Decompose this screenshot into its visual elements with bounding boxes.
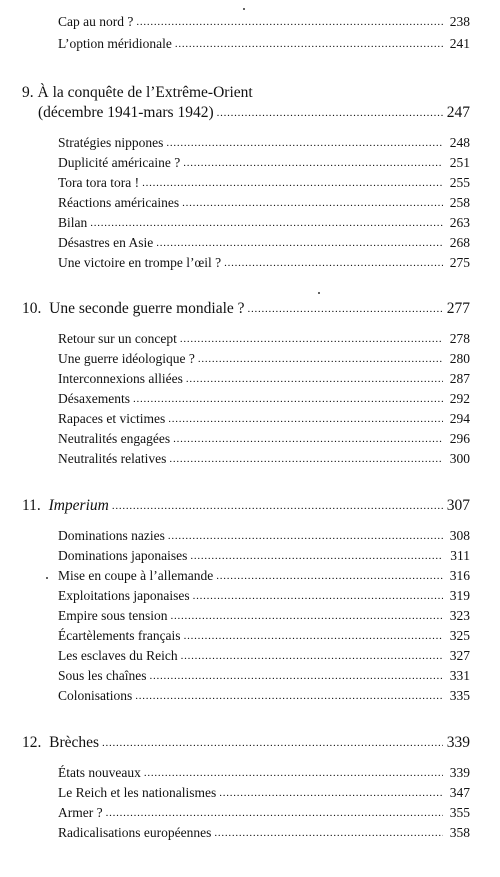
leader-dots bbox=[133, 390, 443, 406]
entry-title: Écartèlements français bbox=[58, 628, 181, 643]
entry-title: Tora tora tora ! bbox=[58, 175, 140, 190]
leader-dots bbox=[169, 450, 443, 466]
entry-page: 248 bbox=[449, 135, 470, 150]
entry-page: 325 bbox=[449, 628, 470, 643]
chapter-9-heading-line2 bbox=[38, 104, 470, 122]
toc-entry bbox=[58, 391, 470, 407]
entry-page: 294 bbox=[449, 411, 470, 426]
toc-entry bbox=[58, 785, 470, 801]
toc-entry bbox=[58, 528, 470, 544]
entry-title: Retour sur un concept bbox=[58, 331, 177, 346]
toc-entry bbox=[58, 825, 470, 841]
leader-dots bbox=[224, 254, 443, 270]
entry-title: Sous les chaînes bbox=[58, 668, 147, 683]
chapter-title-text: Imperium bbox=[48, 497, 109, 514]
toc-entry bbox=[58, 155, 470, 171]
toc-entry bbox=[58, 351, 470, 367]
entry-title: Radicalisations européennes bbox=[58, 825, 212, 840]
toc-entry bbox=[58, 255, 470, 271]
chapter-9-heading-line1 bbox=[22, 84, 253, 102]
entry-title: Mise en coupe à l’allemande bbox=[58, 568, 214, 583]
leader-dots bbox=[217, 103, 443, 121]
entry-page: 268 bbox=[449, 235, 470, 250]
toc-entry bbox=[58, 548, 470, 564]
leader-dots bbox=[214, 824, 443, 840]
chapter-title-text: Brèches bbox=[49, 734, 100, 751]
chapter-page: 307 bbox=[446, 497, 470, 514]
leader-dots bbox=[90, 214, 443, 230]
toc-entry bbox=[58, 765, 470, 781]
entry-title: Rapaces et victimes bbox=[58, 411, 166, 426]
entry-title: Les esclaves du Reich bbox=[58, 648, 178, 663]
chapter-10-heading bbox=[22, 300, 470, 318]
toc-entry bbox=[58, 608, 470, 624]
entry-page: 251 bbox=[449, 155, 470, 170]
entry-page: 316 bbox=[449, 568, 470, 583]
toc-entry bbox=[58, 14, 470, 30]
entry-title: Réactions américaines bbox=[58, 195, 180, 210]
leader-dots bbox=[181, 647, 443, 663]
entry-title: États nouveaux bbox=[58, 765, 141, 780]
leader-dots bbox=[112, 496, 443, 514]
toc-entry bbox=[58, 175, 470, 191]
leader-dots bbox=[180, 330, 443, 346]
entry-page: 339 bbox=[449, 765, 470, 780]
entry-page: 263 bbox=[449, 215, 470, 230]
entry-title: Désaxements bbox=[58, 391, 130, 406]
leader-dots bbox=[175, 35, 443, 51]
leader-dots bbox=[156, 234, 443, 250]
chapter-title bbox=[22, 300, 245, 318]
entry-title: Stratégies nippones bbox=[58, 135, 164, 150]
chapter-11-heading bbox=[22, 497, 470, 515]
chapter-title bbox=[22, 497, 109, 515]
chapter-title-line2: (décembre 1941-mars 1942) bbox=[38, 104, 214, 121]
leader-dots bbox=[150, 667, 444, 683]
toc-entry bbox=[58, 411, 470, 427]
entry-page: 308 bbox=[449, 528, 470, 543]
entry-title: Duplicité américaine ? bbox=[58, 155, 181, 170]
entry-page: 335 bbox=[449, 688, 470, 703]
entry-title: Colonisations bbox=[58, 688, 133, 703]
toc-entry bbox=[58, 805, 470, 821]
leader-dots bbox=[168, 410, 443, 426]
entry-title: Empire sous tension bbox=[58, 608, 168, 623]
entry-title: Cap au nord ? bbox=[58, 14, 134, 29]
entry-page: 327 bbox=[449, 648, 470, 663]
toc-entry bbox=[58, 668, 470, 684]
leader-dots bbox=[182, 194, 443, 210]
entry-title: Exploitations japonaises bbox=[58, 588, 190, 603]
entry-page: 296 bbox=[449, 431, 470, 446]
leader-dots bbox=[142, 174, 443, 190]
leader-dots bbox=[102, 733, 443, 751]
leader-dots bbox=[183, 154, 443, 170]
toc-entry bbox=[58, 371, 470, 387]
entry-page: 347 bbox=[449, 785, 470, 800]
leader-dots bbox=[216, 567, 443, 583]
chapter-page: 339 bbox=[446, 734, 470, 751]
toc-entry bbox=[58, 135, 470, 151]
entry-title: Le Reich et les nationalismes bbox=[58, 785, 217, 800]
entry-page: 241 bbox=[449, 36, 470, 51]
entry-page: 278 bbox=[449, 331, 470, 346]
toc-entry bbox=[58, 36, 470, 52]
entry-page: 331 bbox=[449, 668, 470, 683]
entry-title: Neutralités engagées bbox=[58, 431, 171, 446]
toc-entry bbox=[58, 431, 470, 447]
leader-dots bbox=[135, 687, 443, 703]
chapter-number: 9. bbox=[22, 84, 34, 101]
entry-page: 280 bbox=[449, 351, 470, 366]
toc-entry bbox=[58, 215, 470, 231]
entry-page: 323 bbox=[449, 608, 470, 623]
chapter-number: 11. bbox=[22, 497, 41, 514]
leader-dots bbox=[136, 13, 443, 29]
chapter-page: 247 bbox=[446, 104, 470, 121]
toc-entry bbox=[58, 451, 470, 467]
entry-page: 258 bbox=[449, 195, 470, 210]
entry-page: 358 bbox=[449, 825, 470, 840]
entry-title: Une guerre idéologique ? bbox=[58, 351, 195, 366]
leader-dots bbox=[198, 350, 443, 366]
entry-page: 300 bbox=[449, 451, 470, 466]
toc-entry bbox=[58, 568, 470, 584]
toc-entry bbox=[58, 688, 470, 704]
leader-dots bbox=[171, 607, 444, 623]
toc-entry bbox=[58, 235, 470, 251]
entry-page: 275 bbox=[449, 255, 470, 270]
chapter-number: 10. bbox=[22, 300, 42, 317]
entry-title: Désastres en Asie bbox=[58, 235, 154, 250]
leader-dots bbox=[173, 430, 443, 446]
chapter-title-text: Une seconde guerre mondiale ? bbox=[49, 300, 245, 317]
toc-entry bbox=[58, 588, 470, 604]
chapter-title-line1: À la conquête de l’Extrême-Orient bbox=[37, 84, 253, 101]
entry-page: 287 bbox=[449, 371, 470, 386]
toc-entry bbox=[58, 648, 470, 664]
chapter-page: 277 bbox=[446, 300, 470, 317]
toc-entry bbox=[58, 195, 470, 211]
scan-speck bbox=[46, 577, 48, 579]
entry-title: Une victoire en trompe l’œil ? bbox=[58, 255, 222, 270]
leader-dots bbox=[186, 370, 443, 386]
scan-speck bbox=[318, 292, 320, 294]
entry-title: Neutralités relatives bbox=[58, 451, 167, 466]
entry-page: 311 bbox=[450, 548, 470, 563]
leader-dots bbox=[168, 527, 443, 543]
scan-speck bbox=[243, 8, 245, 10]
entry-title: Dominations japonaises bbox=[58, 548, 188, 563]
entry-title: Bilan bbox=[58, 215, 88, 230]
leader-dots bbox=[106, 804, 443, 820]
entry-title: L’option méridionale bbox=[58, 36, 172, 51]
leader-dots bbox=[184, 627, 443, 643]
entry-title: Dominations nazies bbox=[58, 528, 165, 543]
leader-dots bbox=[166, 134, 443, 150]
leader-dots bbox=[144, 764, 443, 780]
entry-page: 255 bbox=[449, 175, 470, 190]
toc-entry bbox=[58, 628, 470, 644]
entry-page: 238 bbox=[449, 14, 470, 29]
leader-dots bbox=[219, 784, 443, 800]
leader-dots bbox=[190, 547, 443, 563]
entry-title: Armer ? bbox=[58, 805, 103, 820]
chapter-title bbox=[22, 734, 99, 752]
chapter-number: 12. bbox=[22, 734, 42, 751]
leader-dots bbox=[193, 587, 443, 603]
leader-dots bbox=[248, 299, 443, 317]
entry-page: 319 bbox=[449, 588, 470, 603]
toc-entry bbox=[58, 331, 470, 347]
entry-page: 292 bbox=[449, 391, 470, 406]
entry-page: 355 bbox=[449, 805, 470, 820]
chapter-12-heading bbox=[22, 734, 470, 752]
entry-title: Interconnexions alliées bbox=[58, 371, 183, 386]
